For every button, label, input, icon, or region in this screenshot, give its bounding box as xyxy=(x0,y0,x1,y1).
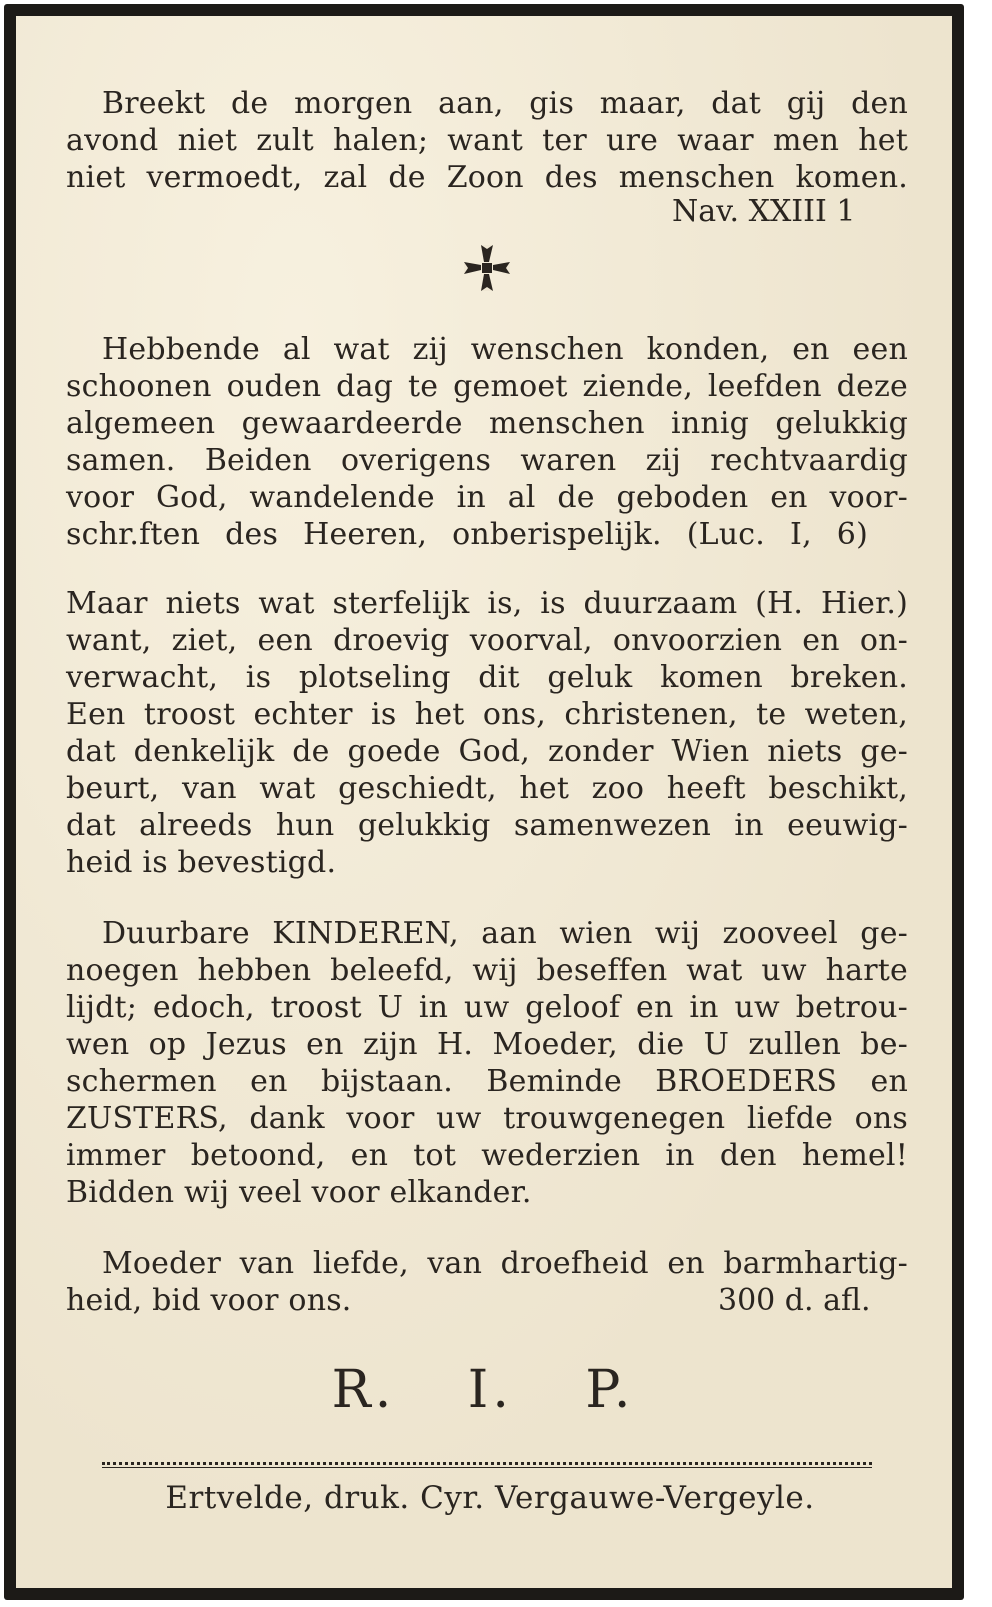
paragraph-line: schr.ften des Heeren, onberispelijk. (Luc. I, 6) xyxy=(66,517,868,552)
paragraph-line: lijdt; edoch, troost U in uw geloof en in uw betrou- xyxy=(66,990,908,1025)
paragraph-line: ZUSTERS, dank voor uw trouwgenegen liefde ons xyxy=(66,1101,908,1136)
paragraph-line: want, ziet, een droevig voorval, onvoorzien en on- xyxy=(66,623,908,658)
prayer-line: heid, bid voor ons. xyxy=(66,1283,352,1318)
cross-pattee-icon xyxy=(462,243,512,293)
paragraph-line: samen. Beiden overigens waren zij rechtvaardig xyxy=(66,443,908,478)
paragraph-line: Hebbende al wat zij wenschen konden, en een xyxy=(102,332,908,367)
paragraph-line: dat denkelijk de goede God, zonder Wien niets ge- xyxy=(66,734,908,769)
paragraph-line: verwacht, is plotseling dit geluk komen breken. xyxy=(66,660,908,695)
indulgence-note: 300 d. afl. xyxy=(718,1283,871,1318)
prayer-line: Moeder van liefde, van droefheid en barmhartig- xyxy=(102,1246,908,1281)
paragraph-line: schoonen ouden dag te gemoet ziende, leefden deze xyxy=(66,369,908,404)
printer-imprint: Ertvelde, druk. Cyr. Vergauwe-Vergeyle. xyxy=(165,1480,815,1516)
divider xyxy=(102,1462,872,1465)
paragraph-line: heid is bevestigd. xyxy=(66,845,337,880)
paragraph-line: beurt, van wat geschiedt, het zoo heeft beschikt, xyxy=(66,771,908,806)
paragraph-line: schermen en bijstaan. Beminde BROEDERS en xyxy=(66,1064,908,1099)
paragraph-line: immer betoond, en tot wederzien in den hemel! xyxy=(66,1138,908,1173)
verse-line: niet vermoedt, zal de Zoon des menschen komen. xyxy=(66,160,908,195)
paragraph-line: algemeen gewaardeerde menschen innig gelukkig xyxy=(66,406,908,441)
paragraph-line: voor God, wandelende in al de geboden en voor- xyxy=(66,480,908,515)
paragraph-line: Duurbare KINDEREN, aan wien wij zooveel ge- xyxy=(102,916,908,951)
rip-heading: R. I. P. xyxy=(331,1360,635,1420)
paragraph-line: Bidden wij veel voor elkander. xyxy=(66,1175,532,1210)
paragraph-line: noegen hebben beleefd, wij beseffen wat uw harte xyxy=(66,953,908,988)
verse-line: Breekt de morgen aan, gis maar, dat gij den xyxy=(102,86,908,121)
divider xyxy=(102,1467,872,1468)
paragraph-line: dat alreeds hun gelukkig samenwezen in eeuwig- xyxy=(66,808,908,843)
paragraph-line: wen op Jezus en zijn H. Moeder, die U zullen be- xyxy=(66,1027,908,1062)
paragraph-line: Maar niets wat sterfelijk is, is duurzaam (H. Hier.) xyxy=(66,586,908,621)
paragraph-line: Een troost echter is het ons, christenen, te weten, xyxy=(66,697,908,732)
verse-line: avond niet zult halen; want ter ure waar men het xyxy=(66,123,908,158)
verse-reference: Nav. XXIII 1 xyxy=(672,194,856,229)
